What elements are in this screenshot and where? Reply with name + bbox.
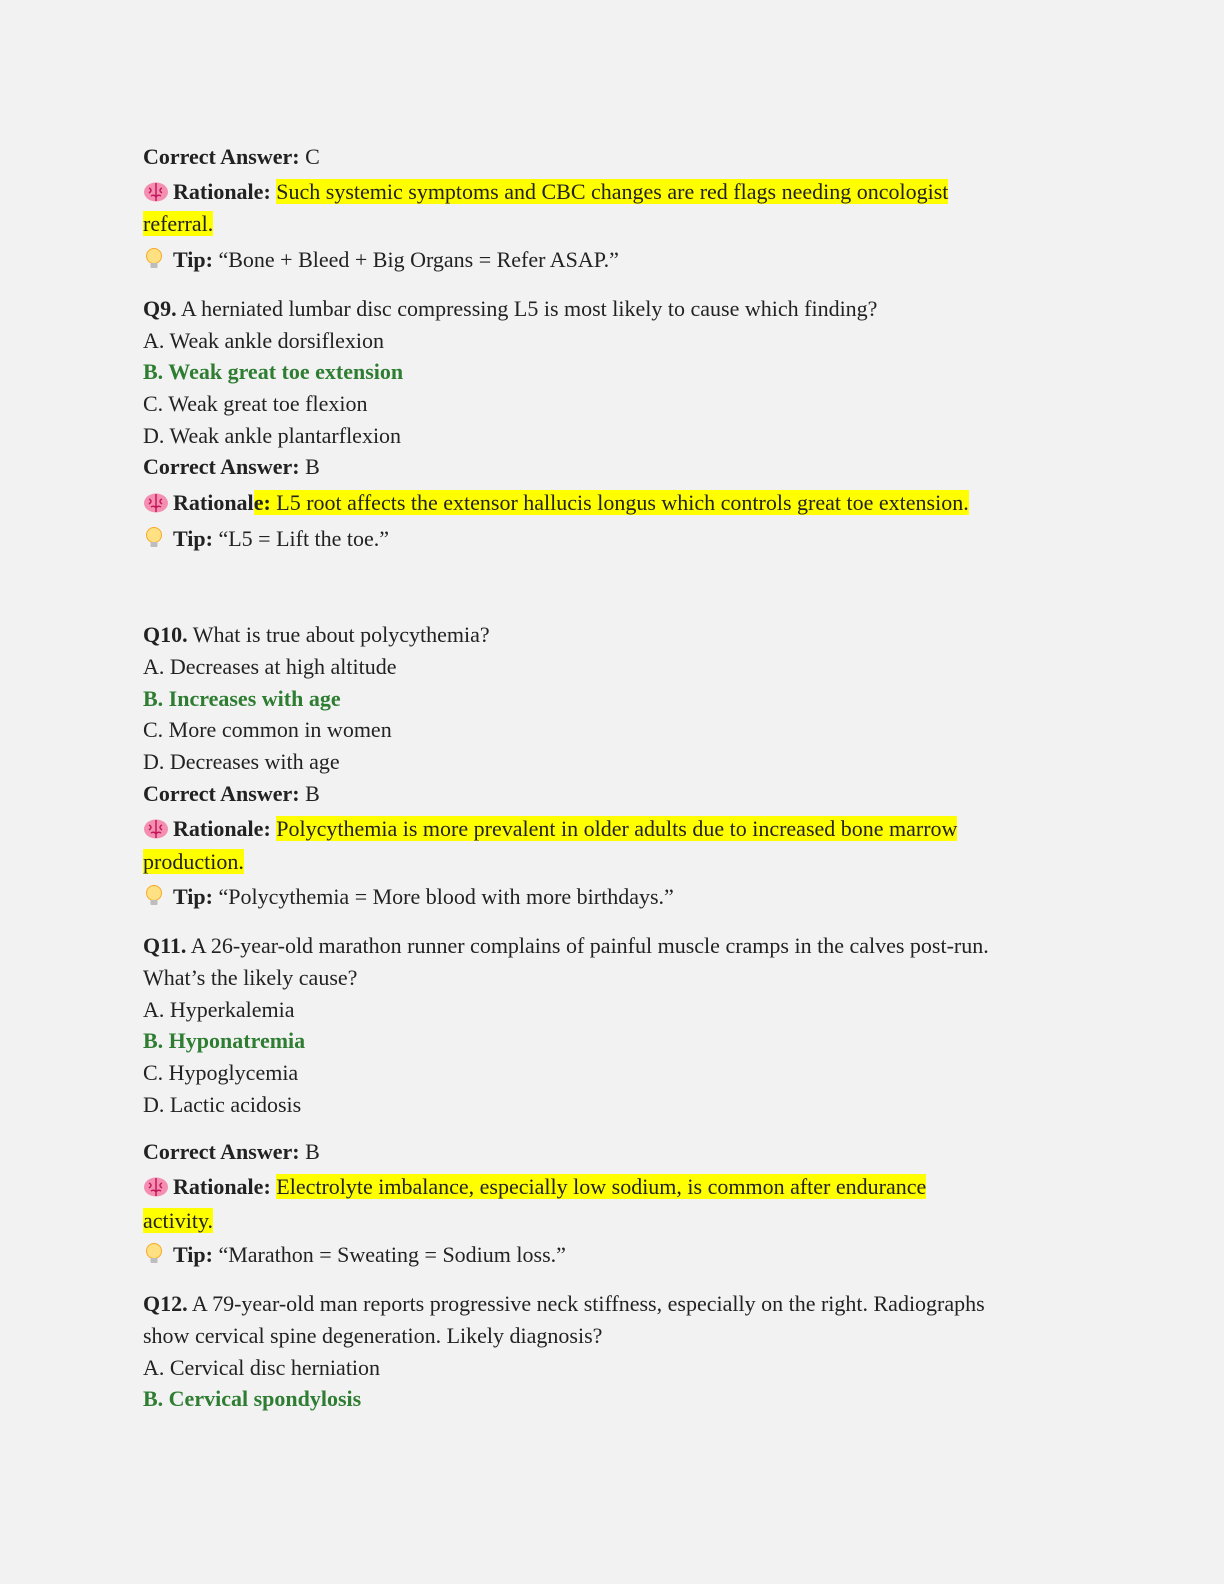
q11-option-a: A. Hyperkalemia [143,997,295,1022]
q9-question: Q9. A herniated lumbar disc compressing L5 is most likely to cause which finding? [143,296,878,321]
q12-option-b-correct: B. Cervical spondylosis [143,1386,362,1411]
q8-rationale-cont: referral. [143,211,214,236]
q11-correct-answer: Correct Answer: B [143,1139,320,1164]
q11-option-c: C. Hypoglycemia [143,1060,299,1085]
brain-icon [143,177,173,207]
q9-option-d: D. Weak ankle plantarflexion [143,423,402,448]
q11-option-b-correct: B. Hyponatremia [143,1028,306,1053]
lightbulb-icon [143,882,173,912]
q12-question: Q12. A 79-year-old man reports progressive neck stiffness, especially on the right. Radiographs [143,1291,985,1316]
q8-tip: Tip: “Bone + Bleed + Big Organs = Refer ASAP.” [143,245,619,275]
q12-option-a: A. Cervical disc herniation [143,1355,381,1380]
q11-question-cont: What’s the likely cause? [143,965,358,990]
q10-option-d: D. Decreases with age [143,749,340,774]
q12-question-cont: show cervical spine degeneration. Likely diagnosis? [143,1323,603,1348]
q10-option-c: C. More common in women [143,717,392,742]
lightbulb-icon [143,1240,173,1270]
lightbulb-icon [143,524,173,554]
q9-rationale: Rationale: L5 root affects the extensor hallucis longus which controls great toe extension. [143,488,969,518]
lightbulb-icon [143,245,173,275]
q10-option-b-correct: B. Increases with age [143,686,341,711]
brain-icon [143,488,173,518]
q10-rationale: Rationale: Polycythemia is more prevalent in older adults due to increased bone marrow [143,814,957,844]
q8-correct-answer: Correct Answer: C [143,144,320,169]
brain-icon [143,1172,173,1202]
q10-rationale-cont: production. [143,849,244,874]
brain-icon [143,814,173,844]
q9-tip: Tip: “L5 = Lift the toe.” [143,524,389,554]
q8-rationale: Rationale: Such systemic symptoms and CBC changes are red flags needing oncologist [143,177,948,207]
q9-option-b-correct: B. Weak great toe extension [143,359,404,384]
q11-question: Q11. A 26-year-old marathon runner complains of painful muscle cramps in the calves post-run. [143,933,989,958]
q10-question: Q10. What is true about polycythemia? [143,622,490,647]
q10-tip: Tip: “Polycythemia = More blood with more birthdays.” [143,882,674,912]
q9-option-a: A. Weak ankle dorsiflexion [143,328,384,353]
q10-correct-answer: Correct Answer: B [143,781,320,806]
q11-rationale: Rationale: Electrolyte imbalance, especially low sodium, is common after endurance [143,1172,926,1202]
q11-tip: Tip: “Marathon = Sweating = Sodium loss.” [143,1240,566,1270]
q11-rationale-cont: activity. [143,1208,214,1233]
q9-correct-answer: Correct Answer: B [143,454,320,479]
q11-option-d: D. Lactic acidosis [143,1092,302,1117]
q10-option-a: A. Decreases at high altitude [143,654,397,679]
q9-option-c: C. Weak great toe flexion [143,391,368,416]
